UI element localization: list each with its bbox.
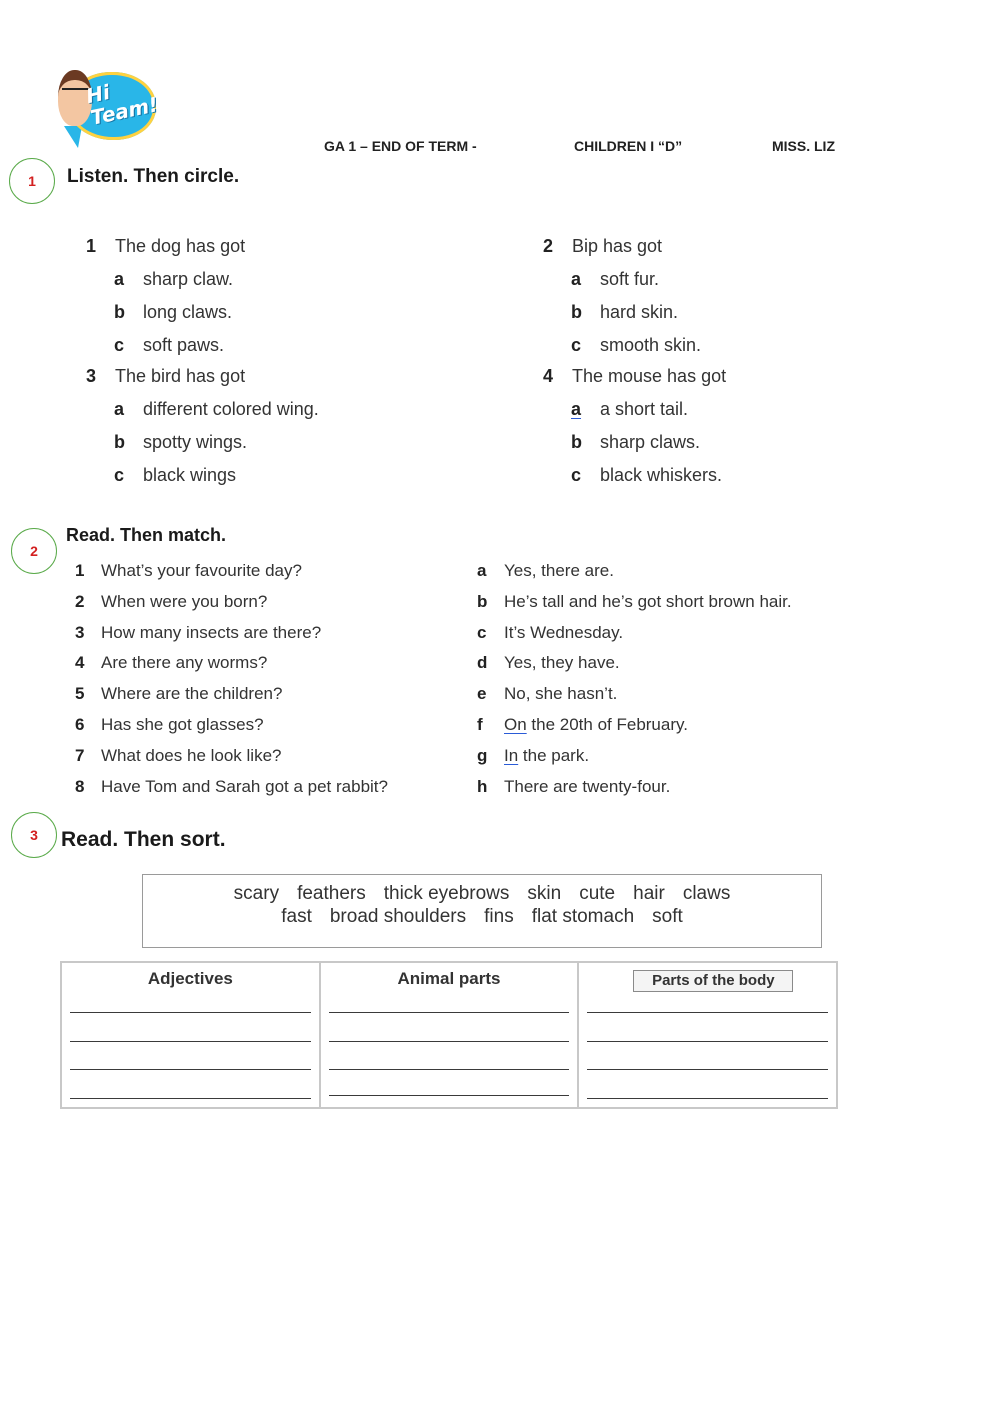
question-text: The dog has got (115, 236, 246, 256)
column-header: Parts of the body (633, 970, 793, 992)
word-bank-line-1 (143, 883, 821, 905)
match-answer-first-word: In (504, 746, 519, 765)
match-question-text: How many insects are there? (101, 623, 322, 642)
match-answer-letter: h (477, 777, 488, 796)
match-answer-text (504, 592, 792, 612)
header-term: GA 1 – END OF TERM - (324, 138, 477, 154)
answer-line[interactable] (587, 1041, 828, 1042)
match-answer-rest: the park. (518, 746, 590, 765)
section-1-number: 1 (9, 158, 55, 204)
section-2-number: 2 (11, 528, 57, 574)
column-header: Animal parts (397, 969, 501, 988)
option-text[interactable]: black wings (143, 465, 237, 485)
option-text[interactable]: hard skin. (600, 302, 679, 322)
option-text[interactable]: sharp claw. (143, 269, 234, 289)
match-answer-text (504, 746, 589, 766)
answer-line[interactable] (70, 1098, 311, 1099)
option-letter[interactable]: a (571, 399, 582, 419)
match-answer-text (504, 623, 623, 643)
option-letter[interactable]: b (571, 302, 582, 322)
option-text[interactable]: black whiskers. (600, 465, 723, 485)
column-header: Adjectives (147, 969, 233, 988)
word-bank-word: hair (633, 883, 665, 904)
match-answer-rest: It’s Wednesday. (504, 623, 624, 642)
option-letter[interactable]: a (571, 269, 582, 289)
word-bank-word: cute (579, 883, 616, 904)
match-answer-letter: c (477, 623, 487, 642)
option-text[interactable]: smooth skin. (600, 335, 702, 355)
match-answer-rest: Yes, they have. (504, 653, 620, 672)
word-bank-word: thick eyebrows (383, 883, 510, 904)
word-bank-word: feathers (297, 883, 366, 904)
match-question-text: Where are the children? (101, 684, 283, 703)
match-question-text: Are there any worms? (101, 653, 268, 672)
option-letter[interactable]: b (114, 302, 125, 322)
match-question-text: When were you born? (101, 592, 268, 611)
match-answer-rest: Yes, there are. (504, 561, 614, 580)
option-text[interactable]: a short tail. (600, 399, 689, 419)
match-question-text: Has she got glasses? (101, 715, 264, 734)
option-text[interactable]: soft fur. (600, 269, 660, 289)
section-3-number: 3 (11, 812, 57, 858)
match-question-text: What does he look like? (101, 746, 282, 765)
answer-line[interactable] (329, 1069, 570, 1070)
answer-line[interactable] (329, 1012, 570, 1013)
match-answer-letter: g (477, 746, 488, 765)
match-answer-text (504, 715, 688, 735)
match-question-number: 1 (75, 561, 85, 580)
match-answer-rest: He’s tall and he’s got short brown hair. (504, 592, 792, 611)
answer-line[interactable] (587, 1098, 828, 1099)
option-text[interactable]: different colored wing. (143, 399, 319, 419)
word-bank-word: skin (527, 883, 562, 904)
match-answer-first-word: On (504, 715, 527, 734)
match-answer-letter: b (477, 592, 488, 611)
option-letter[interactable]: c (571, 335, 582, 355)
match-answer-letter: a (477, 561, 487, 580)
option-text[interactable]: spotty wings. (143, 432, 248, 452)
match-question-number: 7 (75, 746, 85, 765)
match-question-text: What’s your favourite day? (101, 561, 302, 580)
column-adjectives (62, 963, 321, 1107)
match-answer-letter: e (477, 684, 487, 703)
option-letter[interactable]: a (114, 269, 125, 289)
answer-line[interactable] (329, 1095, 570, 1096)
answer-line[interactable] (329, 1041, 570, 1042)
section-1-title: Listen. Then circle. (67, 166, 240, 187)
match-question-number: 3 (75, 623, 85, 642)
match-answer-text (504, 684, 617, 704)
section-2-title: Read. Then match. (66, 525, 227, 545)
match-answer-rest: the 20th of February. (526, 715, 688, 734)
word-bank-word: fast (281, 906, 312, 927)
option-text[interactable]: long claws. (143, 302, 233, 322)
sort-table (60, 961, 838, 1109)
header-class: CHILDREN I “D” (574, 138, 683, 154)
match-question-number: 4 (75, 653, 85, 672)
match-question-number: 2 (75, 592, 85, 611)
option-letter[interactable]: c (114, 335, 125, 355)
match-question-number: 6 (75, 715, 85, 734)
match-answer-text (504, 653, 620, 673)
answer-line[interactable] (587, 1069, 828, 1070)
match-question-text: Have Tom and Sarah got a pet rabbit? (101, 777, 388, 796)
word-bank-word: fins (484, 906, 514, 927)
question-text: Bip has got (572, 236, 663, 256)
option-text[interactable]: sharp claws. (600, 432, 701, 452)
question-number: 4 (543, 366, 554, 386)
match-answer-letter: f (477, 715, 483, 734)
option-letter[interactable]: c (571, 465, 582, 485)
answer-line[interactable] (70, 1069, 311, 1070)
match-question-number: 8 (75, 777, 85, 796)
logo (58, 66, 161, 152)
question-number: 2 (543, 236, 554, 256)
answer-line[interactable] (70, 1012, 311, 1013)
match-question-number: 5 (75, 684, 85, 703)
option-letter[interactable]: c (114, 465, 125, 485)
word-bank-word: flat stomach (531, 906, 635, 927)
question-number: 1 (86, 236, 97, 256)
question-text: The bird has got (115, 366, 246, 386)
answer-line[interactable] (587, 1012, 828, 1013)
word-bank-word: soft (652, 906, 683, 927)
word-bank-word: scary (233, 883, 280, 904)
option-text[interactable]: soft paws. (143, 335, 225, 355)
question-number: 3 (86, 366, 97, 386)
option-letter[interactable]: a (114, 399, 125, 419)
match-answer-text (504, 777, 670, 797)
answer-line[interactable] (70, 1041, 311, 1042)
word-bank-word: broad shoulders (329, 906, 467, 927)
option-letter[interactable]: b (114, 432, 125, 452)
word-bank-word: claws (682, 883, 731, 904)
header-teacher: MISS. LIZ (772, 138, 835, 154)
logo-text: Hi Team! (83, 79, 161, 130)
column-animal-parts (321, 963, 580, 1107)
column-parts-of-the-body (579, 963, 836, 1107)
question-text: The mouse has got (572, 366, 727, 386)
word-bank-line-2 (143, 906, 821, 928)
match-answer-rest: No, she hasn’t. (504, 684, 618, 703)
match-answer-letter: d (477, 653, 488, 672)
option-letter[interactable]: b (571, 432, 582, 452)
section-3-title: Read. Then sort. (61, 828, 226, 851)
word-bank (142, 874, 822, 948)
match-answer-rest: There are twenty-four. (504, 777, 671, 796)
match-answer-text (504, 561, 614, 581)
